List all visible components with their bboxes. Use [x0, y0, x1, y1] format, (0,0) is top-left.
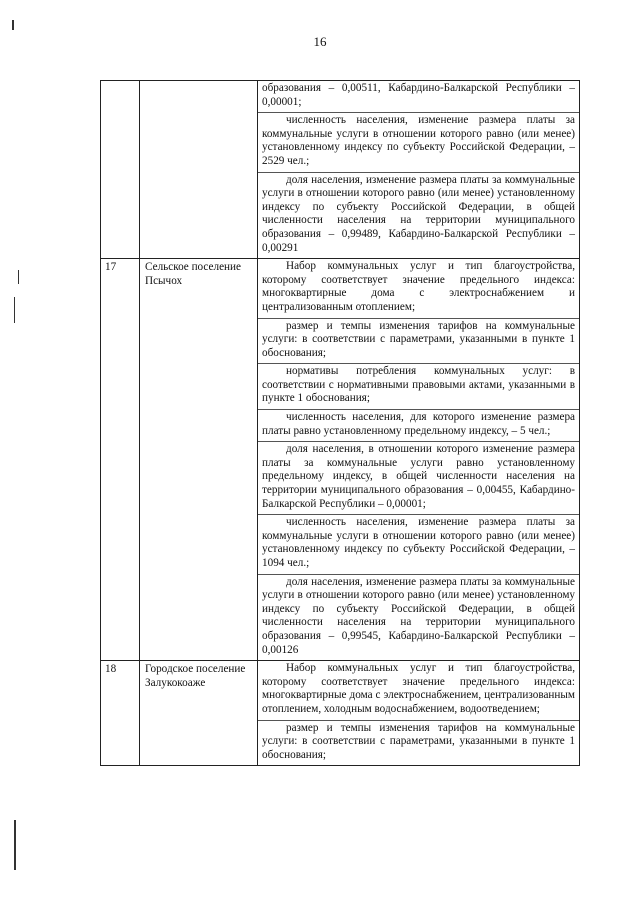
description-paragraph: нормативы потребления коммунальных услуг: в соответствии с нормативными правовыми актами, указанными в пункте 1 обоснования;: [258, 364, 579, 410]
description-paragraph: образования – 0,00511, Кабардино-Балкарской Республики – 0,00001;: [258, 81, 579, 113]
description-paragraph: численность населения, изменение размера платы за коммунальные услуги в отношении которого равно (или менее) установленному индексу по субъекту Российской Федерации, – 1094 чел.;: [258, 515, 579, 574]
description-cell: [258, 81, 580, 259]
description-paragraph: доля населения, в отношении которого изменение размера платы за коммунальные услуги равно установленному предельному индексу, в общей численности населения на территории муниципального образования – 0,00455, Кабардино-Балкарской Республики – 0,00001;: [258, 442, 579, 515]
description-paragraph: размер и темпы изменения тарифов на коммунальные услуги: в соответствии с параметрами, указанными в пункте 1 обоснования;: [262, 721, 575, 761]
description-paragraph: численность населения, изменение размера платы за коммунальные услуги в отношении которого равно (или менее) установленному индексу по субъекту Российской Федерации, – 2529 чел.;: [258, 113, 579, 172]
page-number: 16: [313, 34, 327, 49]
scan-mark: [18, 270, 19, 284]
description-paragraph: размер и темпы изменения тарифов на коммунальные услуги: в соответствии с параметрами, указанными в пункте 1 обоснования;: [258, 319, 579, 365]
description-cell: [258, 661, 580, 766]
row-number: 17: [101, 259, 140, 661]
description-paragraph: Набор коммунальных услуг и тип благоустройства, которому соответствует значение предельного индекса: многоквартирные дома с электроснабжением и централизованным отоплением;: [258, 259, 579, 318]
settlement-name: [140, 81, 258, 259]
table-row: [101, 661, 580, 766]
description-paragraph: доля населения, изменение размера платы за коммунальные услуги в отношении которого равно (или менее) установленному индексу по субъекту Российской Федерации, в общей численности населения на территории муниципального образования – 0,99489, Кабардино-Балкарской Республики – 0,00291: [262, 173, 575, 254]
description-paragraph: доля населения, изменение размера платы за коммунальные услуги в отношении которого равно (или менее) установленному индексу по субъекту Российской Федерации, в общей численности населения на территории муниципального образования – 0,99545, Кабардино-Балкарской Республики – 0,00126: [262, 575, 575, 656]
scan-mark: [14, 297, 15, 323]
settlement-name: Сельское поселение Псычох: [140, 259, 258, 661]
settlement-name: Городское поселение Залукокоаже: [140, 661, 258, 766]
description-paragraph: численность населения, для которого изменение размера платы равно установленному предельному индексу, – 5 чел.;: [258, 410, 579, 442]
table-row: [101, 259, 580, 661]
table-body: [101, 81, 580, 766]
table-row: [101, 81, 580, 259]
row-number: [101, 81, 140, 259]
description-cell: [258, 259, 580, 661]
justification-table: [100, 80, 580, 766]
description-paragraph: Набор коммунальных услуг и тип благоустройства, которому соответствует значение предельного индекса: многоквартирные дома с электроснабжением, централизованным отоплением, холодным водоснабжением, водоотведением;: [258, 661, 579, 720]
row-number: 18: [101, 661, 140, 766]
scan-mark: [14, 820, 16, 870]
scan-mark: [12, 20, 14, 30]
